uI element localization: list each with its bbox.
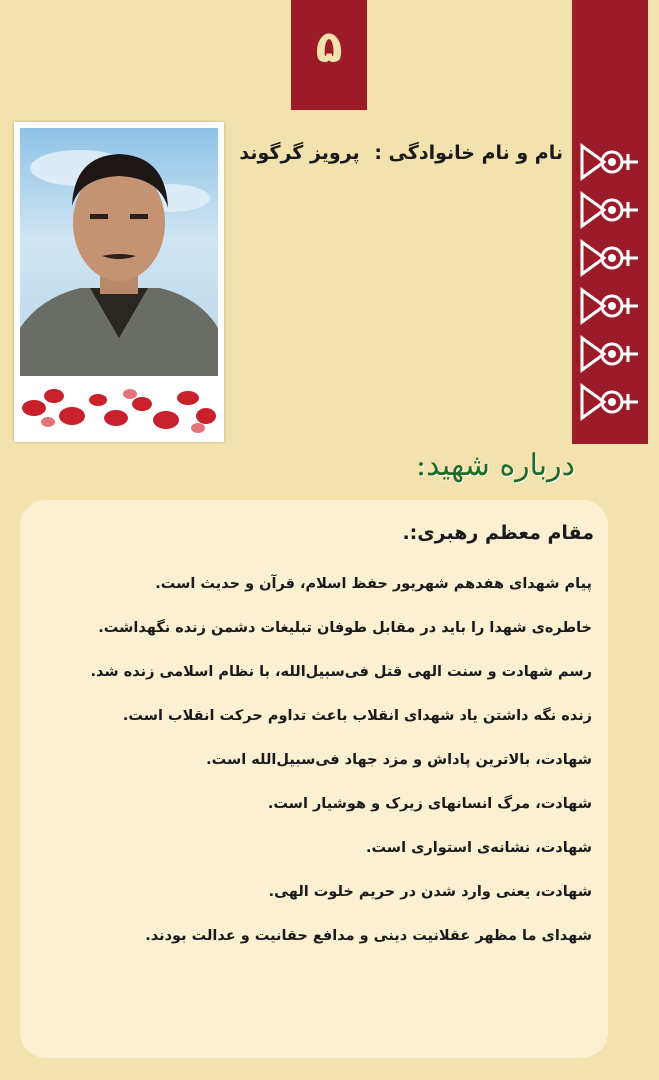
- portrait-photo: [20, 128, 218, 376]
- page-number: ۵: [315, 22, 343, 73]
- quote-item: شهادت، مرگ انسانهای زیرک و هوشیار است.: [267, 796, 592, 812]
- page-number-tab: [291, 0, 367, 110]
- ornament-icon: [576, 380, 642, 424]
- quote-item: پیام شهدای هفدهم شهریور حفظ اسلام، قرآن و حدیث است.: [155, 576, 592, 592]
- quotes-list: [32, 562, 592, 958]
- portrait-frame: [14, 122, 224, 442]
- ornament-column: [576, 140, 646, 428]
- ornament-icon: [576, 284, 642, 328]
- quote-item: شهادت، نشانه‌ی استواری است.: [365, 840, 592, 856]
- name-line: [239, 142, 563, 164]
- quotes-card: [20, 500, 608, 1058]
- section-title: درباره شهید:: [416, 448, 575, 483]
- name-value: پرویز گرگوند: [239, 142, 360, 164]
- quote-item: رسم شهادت و سنت الهی قتل فی‌سبیل‌الله، با نظام اسلامی زنده شد.: [90, 664, 592, 680]
- quote-item: شهادت، بالاترین پاداش و مزد جهاد فی‌سبیل‌الله است.: [206, 752, 592, 768]
- quote-item: شهادت، یعنی وارد شدن در حریم خلوت الهی.: [268, 884, 592, 900]
- quote-item: زنده نگه داشتن یاد شهدای انقلاب باعث تداوم حرکت انقلاب است.: [122, 708, 592, 724]
- ornament-icon: [576, 188, 642, 232]
- quote-item: شهدای ما مظهر عقلانیت دینی و مدافع حقانیت و عدالت بودند.: [145, 928, 592, 944]
- card-heading: مقام معظم رهبری:.: [402, 522, 594, 544]
- ornament-icon: [576, 236, 642, 280]
- quote-item: خاطره‌ی شهدا را باید در مقابل طوفان تبلیغات دشمن زنده نگهداشت.: [98, 620, 592, 636]
- ornament-icon: [576, 332, 642, 376]
- person-icon: [20, 128, 218, 376]
- name-label: نام و نام خانوادگی :: [374, 142, 563, 164]
- rose-petals-decoration: [20, 378, 218, 438]
- rose-petals-icon: [20, 378, 218, 438]
- ornament-icon: [576, 140, 642, 184]
